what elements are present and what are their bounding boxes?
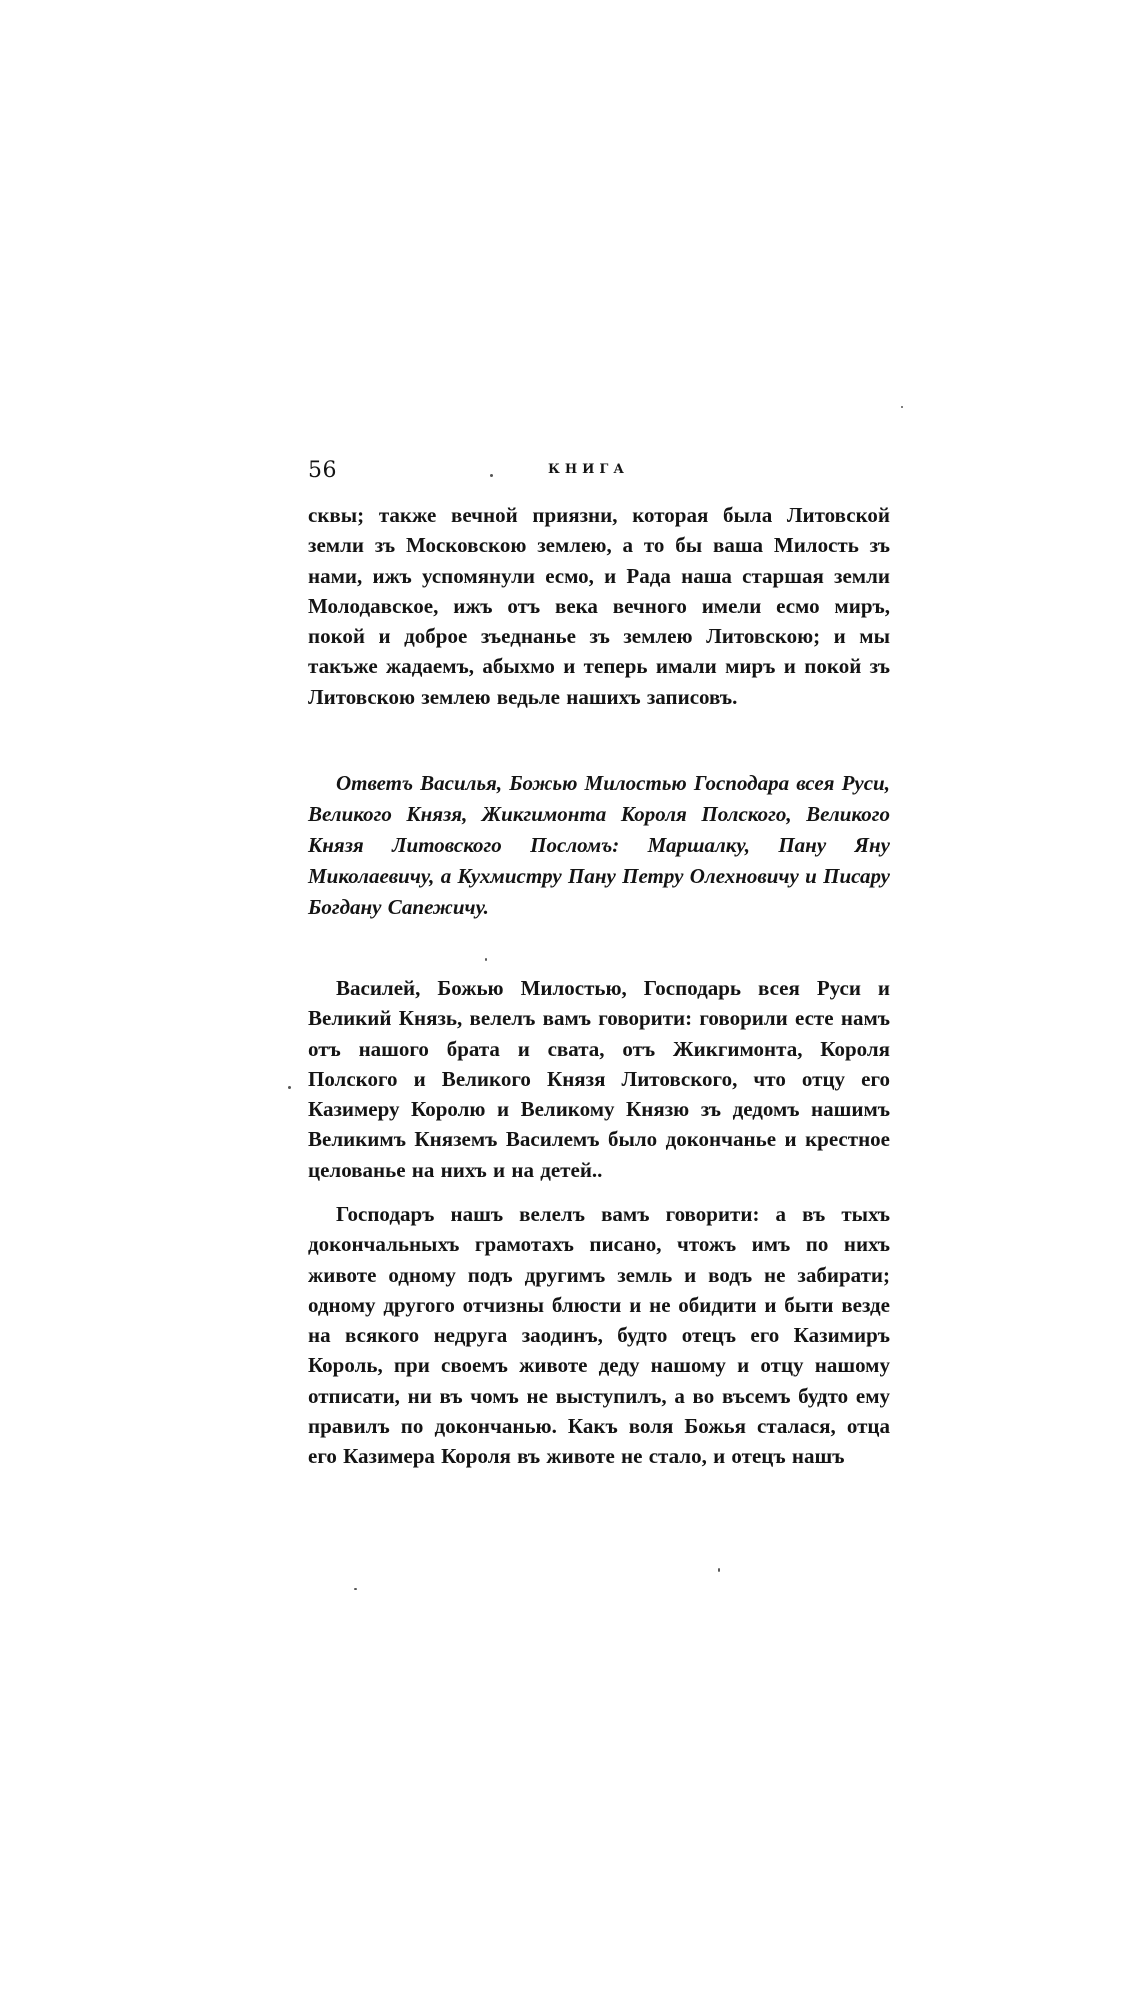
print-speck [490, 474, 493, 477]
print-speck [718, 1568, 720, 1572]
body-paragraph-continued: сквы; также вечной приязни, которая была Литовской земли зъ Московскою землею, а то бы ваша Милость зъ нами, ижъ успомянули есмо, и Рада наша старшая земли Молодавское, ижъ отъ века вечного имели есмо миръ, покой и доброе зъеднанье зъ землею Литовскою; и мы такъже жадаемъ, абыхмо и теперь имали миръ и покой зъ Литовскою землею ведьле нашихъ записовъ. [308, 503, 890, 709]
body-paragraph: Господаръ нашъ велелъ вамъ говорити: а въ тыхъ докончальныхъ грамотахъ писано, чтожъ имъ по нихъ животе одному подъ другимъ земль и водъ не забирати; одному другого отчизны блюсти и не обидити и быти везде на всякого недруга заодинъ, будто отецъ его Казимиръ Король, при своемъ животе деду нашому и отцу нашому отписати, ни въ чомъ не выступилъ, а во въсемъ будто ему правилъ по докончанью. Какъ воля Божья сталася, отца его Казимера Короля въ животе не стало, и отецъ нашъ [308, 1202, 890, 1469]
section-heading-reply: Ответъ Василья, Божью Милостью Господара всея Руси, Великого Князя, Жикгимонта Короля Полского, Великого Князя Литовского Посломъ: Маршалку, Пану Яну Миколаевичу, а Кухмистру Пану Петру Олехновичу и Писару Богдану Сапежичу. [308, 771, 890, 919]
page-header [308, 458, 890, 488]
print-speck [901, 406, 903, 408]
page-number: 56 [308, 458, 337, 483]
running-head: КНИГА [548, 462, 629, 477]
print-speck [354, 1588, 357, 1590]
print-speck [485, 958, 487, 961]
print-speck [288, 1086, 291, 1089]
body-paragraph: Василей, Божью Милостью, Господарь всея Руси и Великий Князь, велелъ вамъ говорити: говорили есте намъ отъ нашого брата и свата, отъ Жикгимонта, Короля Полского и Великого Князя Литовского, что отцу его Казимеру Королю и Великому Князю зъ дедомъ нашимъ Великимъ Княземъ Василемъ было докончанье и крестное целованье на нихъ и на детей.. [308, 976, 890, 1182]
